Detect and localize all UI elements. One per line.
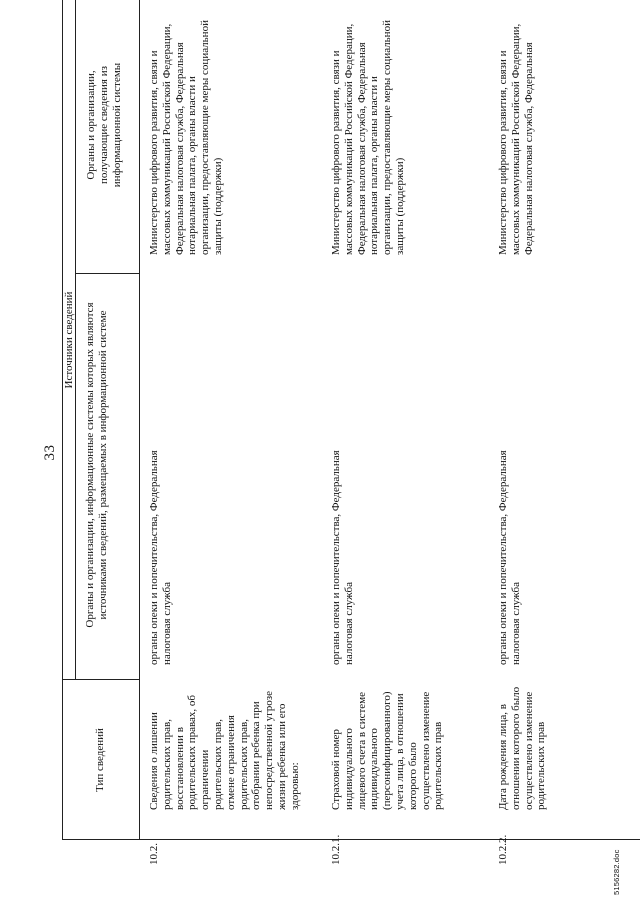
row-providers: органы опеки и попечительства, Федеральная налоговая служба xyxy=(497,450,522,665)
row-receivers: Министерство цифрового развития, связи и массовых коммуникаций Российской Федерации, Федеральная налоговая служба, Федеральная нотариальная палата, органы власти и организации, предоставляющие меры социальной защиты (поддержки) xyxy=(148,20,224,255)
row-number: 10.2. xyxy=(148,843,160,865)
header-sources: Источники сведений xyxy=(63,291,75,389)
header-bottom-border xyxy=(139,0,140,840)
row-type: Сведения о лишении родительских прав, восстановлении в родительских правах, об ограничении родительских прав, отмене ограничения родительских прав, отобрании ребенка при непосредственной угрозе жизни ребенка или его здоровью: xyxy=(148,691,301,810)
header-providers: Органы и организации, информационные системы которых являются источниками сведений, размещаемых в информационной системе xyxy=(84,302,109,628)
row-receivers: Министерство цифрового развития, связи и массовых коммуникаций Российской Федерации, Федеральная налоговая служба, Федеральная нотариальная палата, органы власти и организации, предоставляющие меры социальной защиты (поддержки) xyxy=(330,20,406,255)
providers-column-right-border xyxy=(75,273,140,274)
row-receivers: Министерство цифрового развития, связи и массовых коммуникаций Российской Федерации, Федеральная налоговая служба, Федеральная xyxy=(497,23,535,255)
file-footer: 5156282.doc xyxy=(612,849,621,895)
row-providers: органы опеки и попечительства, Федеральная налоговая служба xyxy=(148,450,173,665)
row-providers: органы опеки и попечительства, Федеральная налоговая служба xyxy=(330,450,355,665)
row-number: 10.2.2. xyxy=(497,834,509,865)
row-type: Страховой номер индивидуального лицевого счета в системе индивидуального (персонифицированного) учета лица, в отношении которого было осуществлено изменение родительских прав xyxy=(330,691,445,810)
row-number: 10.2.1. xyxy=(330,834,342,865)
header-receivers: Органы и организации, получающие сведения из информационной системы xyxy=(85,62,123,188)
type-column-left-border xyxy=(62,839,640,840)
row-type: Дата рождения лица, в отношении которого было осуществлено изменение родительских прав xyxy=(497,686,548,810)
header-type: Тип сведений xyxy=(94,728,106,792)
page-number: 33 xyxy=(42,444,58,461)
